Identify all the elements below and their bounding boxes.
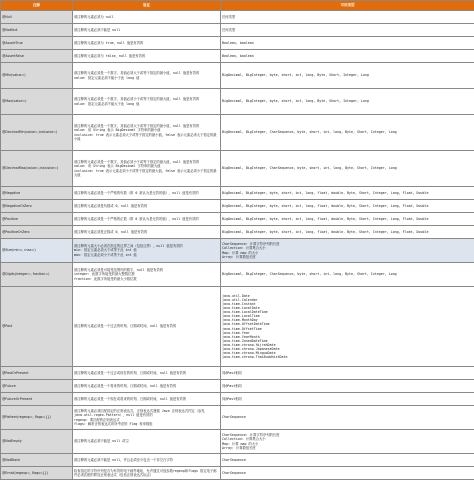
table-row <box>1 380 474 393</box>
header-types: 可用类型 <box>221 1 474 11</box>
annotation-cell[interactable]: @Positive <box>1 213 73 226</box>
description-cell[interactable]: 检查指定的字符序列是否为有效的电子邮件地址，允许通过可选参数regexp和flags 指定电子邮件必须匹配的附加正则表达式（包括正则表达式标志） <box>73 467 221 480</box>
types-cell[interactable]: 同@Past相同 <box>221 380 474 393</box>
table-row <box>1 187 474 200</box>
table-row <box>1 406 474 430</box>
annotation-cell[interactable]: @Email(regexp=, flags={}) <box>1 467 73 480</box>
description-cell[interactable]: 被注释的元素必须是一个严格的正数（即 0 被认为是无效的值），null 值是有效的 <box>73 213 221 226</box>
description-cell[interactable]: 被注释的元素必须不能是 null 或空 <box>73 430 221 454</box>
annotation-cell[interactable]: @NotEmpty <box>1 430 73 454</box>
types-cell[interactable]: Boolean, boolean <box>221 37 474 50</box>
description-cell[interactable]: 被注释的元素必须为 true，null 值是有效的 <box>73 37 221 50</box>
table-row <box>1 226 474 239</box>
annotation-cell[interactable]: @Future <box>1 380 73 393</box>
annotation-cell[interactable]: @Max(value=) <box>1 89 73 115</box>
description-cell[interactable]: 被注释的元素必须是可接受范围内的数字，null 值是有效的 integer: 此数字所接受的最大整数位数 fraction: 此数字所接受的最大小数位数 <box>73 263 221 287</box>
types-cell[interactable]: CharSequence <box>221 406 474 430</box>
types-cell[interactable]: BigDecimal, BigInteger, CharSequence, byte, short, int, long, Byte, Short, Integer, Long <box>221 263 474 287</box>
header-annotation: 注解 <box>1 1 73 11</box>
annotation-cell[interactable]: @DecimalMax(value=,inclusive=) <box>1 151 73 187</box>
description-cell[interactable]: 被注释的元素必须是负数或 0，null 值是有效的 <box>73 200 221 213</box>
types-cell[interactable]: BigDecimal, BigInteger, CharSequence, byte, short, int, long, Byte, Short, Integer, Long <box>221 115 474 151</box>
table-row <box>1 89 474 115</box>
annotation-cell[interactable]: @Negative <box>1 187 73 200</box>
types-cell[interactable]: BigDecimal, BigInteger, byte, short, int, long, float, double, Byte, Short, Integer, Long, Float, Double <box>221 213 474 226</box>
types-cell[interactable]: BigDecimal, BigInteger, byte, short, int, long, Byte, Short, Integer, Long <box>221 89 474 115</box>
table-row <box>1 213 474 226</box>
table-row <box>1 467 474 480</box>
table-row <box>1 454 474 467</box>
description-cell[interactable]: 被注释的元素必须是一个严格的负数（即 0 被认为是无效的值），null 值是有效的 <box>73 187 221 200</box>
table-row <box>1 11 474 24</box>
annotation-cell[interactable]: @NegativeOrZero <box>1 200 73 213</box>
types-cell[interactable]: BigDecimal, BigInteger, byte, short, int, long, float, double, Byte, Short, Integer, Long, Float, Double <box>221 200 474 213</box>
annotation-cell[interactable]: @Pattern(regexp=, flags={}) <box>1 406 73 430</box>
description-cell[interactable]: 被注释的元素必须匹配指定的正则表达式，正则表达式遵循 Java 正则表达式约定（参见 java.util.regex.Pattern），null 值是有效的 regexp: 要匹配的正则表达式 flags: 解析正则表达式时所考虑的 Flag 枚举数组 <box>73 406 221 430</box>
types-cell[interactable]: 同@Past相同 <box>221 393 474 406</box>
table-row <box>1 430 474 454</box>
table-row <box>1 367 474 380</box>
annotation-cell[interactable]: @Min(value=) <box>1 63 73 89</box>
types-cell[interactable]: CharSequence <box>221 454 474 467</box>
annotation-cell[interactable]: @AssertFalse <box>1 50 73 63</box>
types-cell[interactable]: BigDecimal, BigInteger, byte, short, int, long, float, double, Byte, Short, Integer, Long, Float, Double <box>221 187 474 200</box>
table-row <box>1 24 474 37</box>
table-row <box>1 115 474 151</box>
types-cell[interactable]: BigDecimal, BigInteger, byte, short, int, long, Byte, Short, Integer, Long <box>221 63 474 89</box>
types-cell[interactable]: Boolean, boolean <box>221 50 474 63</box>
table-row <box>1 63 474 89</box>
description-cell[interactable]: 被注释的元素必须为 null <box>73 11 221 24</box>
description-cell[interactable]: 被注释的元素必须是一个现在或将来的时刻、日期或时间，null 值是有效的 <box>73 393 221 406</box>
table-body <box>1 11 474 480</box>
annotation-cell[interactable]: @PastOrPresent <box>1 367 73 380</box>
types-cell[interactable]: CharSequence <box>221 467 474 480</box>
table-row <box>1 200 474 213</box>
table-row <box>1 287 474 367</box>
header-description: 验证 <box>73 1 221 11</box>
description-cell[interactable]: 被注释的元素必须是一个过去的时刻、日期或时间，null 值是有效的 <box>73 287 221 367</box>
annotation-cell[interactable]: @Past <box>1 287 73 367</box>
table-row <box>1 37 474 50</box>
types-cell[interactable]: 任何类型 <box>221 24 474 37</box>
types-cell[interactable]: BigDecimal, BigInteger, byte, short, int, long, float, double, Byte, Short, Integer, Long, Float, Double <box>221 226 474 239</box>
annotation-cell[interactable]: @NotNull <box>1 24 73 37</box>
description-cell[interactable]: 被注释的元素必须是正数或 0，null 值是有效的 <box>73 226 221 239</box>
annotation-cell[interactable]: @AssertTrue <box>1 37 73 50</box>
annotation-cell[interactable]: @DecimalMin(value=,inclusive=) <box>1 115 73 151</box>
types-cell[interactable]: java.util.Date java.util.Calendar java.time.Instant java.time.LocalDate java.time.LocalDateTime java.time.LocalTime java.time.MonthDay java.time.OffsetDateTime java.time.OffsetTime java.time.Year java.time.YearMonth java.time.ZonedDateTime java.time.chrono.HijrahDate java.time.chrono.JapaneseDate java.time.chrono.MinguoDate java.time.chrono.ThaiBuddhistDate <box>221 287 474 367</box>
header-row <box>1 1 474 11</box>
description-cell[interactable]: 被注释的元素必须是一个数字，其值必须小于或等于指定的最大值，null 值是有效的 value: 指定元素必须不能大于此 long 值 <box>73 89 221 115</box>
table-row <box>1 50 474 63</box>
description-cell[interactable]: 被注释的元素必须不能是 null <box>73 24 221 37</box>
annotation-cell[interactable]: @Digits(integer=, fraction=) <box>1 263 73 287</box>
table-row <box>1 393 474 406</box>
types-cell[interactable]: 任何类型 <box>221 11 474 24</box>
description-cell[interactable]: 被注释的元素必须是一个数字，其值必须大于或等于指定的最小值，null 值是有效的 value: 指定元素必须不能小于此 long 值 <box>73 63 221 89</box>
types-cell[interactable]: BigDecimal, BigInteger, CharSequence, byte, short, int, long, Byte, Short, Integer, Long <box>221 151 474 187</box>
description-cell[interactable]: 被注释的元素必须是一个数字，其值必须大于或等于指定的最小值，null 值是有效的 value: 用 String 表示 BigDecimal 字符串的最小值 inclusive: true 表示元素必须大于或等于指定的最小值，false 表示元素必须大于指定的最小值 <box>73 115 221 151</box>
annotation-cell[interactable]: @PositiveOrZero <box>1 226 73 239</box>
annotation-cell[interactable]: @NotBlank <box>1 454 73 467</box>
annotation-cell[interactable]: @Size(min=, max=) <box>1 239 73 263</box>
types-cell[interactable]: CharSequence: 计算字符序列的长度 Collection: 计算集合大小 Map: 计算 map 的大小 Array: 计算数组长度 <box>221 430 474 454</box>
types-cell[interactable]: CharSequence: 计算字符序列的长度 Collection: 计算集合大小 Map: 计算 map 的大小 Array: 计算数组长度 <box>221 239 474 263</box>
table-row <box>1 263 474 287</box>
description-cell[interactable]: 被注释的元素必须是一个将来的时刻、日期或时间，null 值是有效的 <box>73 380 221 393</box>
annotation-cell[interactable]: @Null <box>1 11 73 24</box>
types-cell[interactable]: 同@Past相同 <box>221 367 474 380</box>
description-cell[interactable]: 被注释的元素必须是一个数字，其值必须小于或等于指定的最大值，null 值是有效的 value: 用 String 表示 BigDecimal 字符串的最大值 inclusive: true 表示元素必须小于或等于指定的最大值，false 表示元素必须小于指定的最大值 <box>73 151 221 187</box>
table-row <box>1 239 474 263</box>
description-cell[interactable]: 被注释的元素大小必须在指定的边界之间（包括边界），null 值是有效的 min: 指定元素必须大于或等于此 int 值 max: 指定元素必须小于或等于此 int 值 <box>73 239 221 263</box>
table-row <box>1 151 474 187</box>
description-cell[interactable]: 被注释的元素必须不能是 null，并且必须至少包含一个非空白字符 <box>73 454 221 467</box>
annotation-cell[interactable]: @FutureOrPresent <box>1 393 73 406</box>
description-cell[interactable]: 被注释的元素必须为 false，null 值是有效的 <box>73 50 221 63</box>
description-cell[interactable]: 被注释的元素必须是一个过去或现在的时刻、日期或时间，null 值是有效的 <box>73 367 221 380</box>
